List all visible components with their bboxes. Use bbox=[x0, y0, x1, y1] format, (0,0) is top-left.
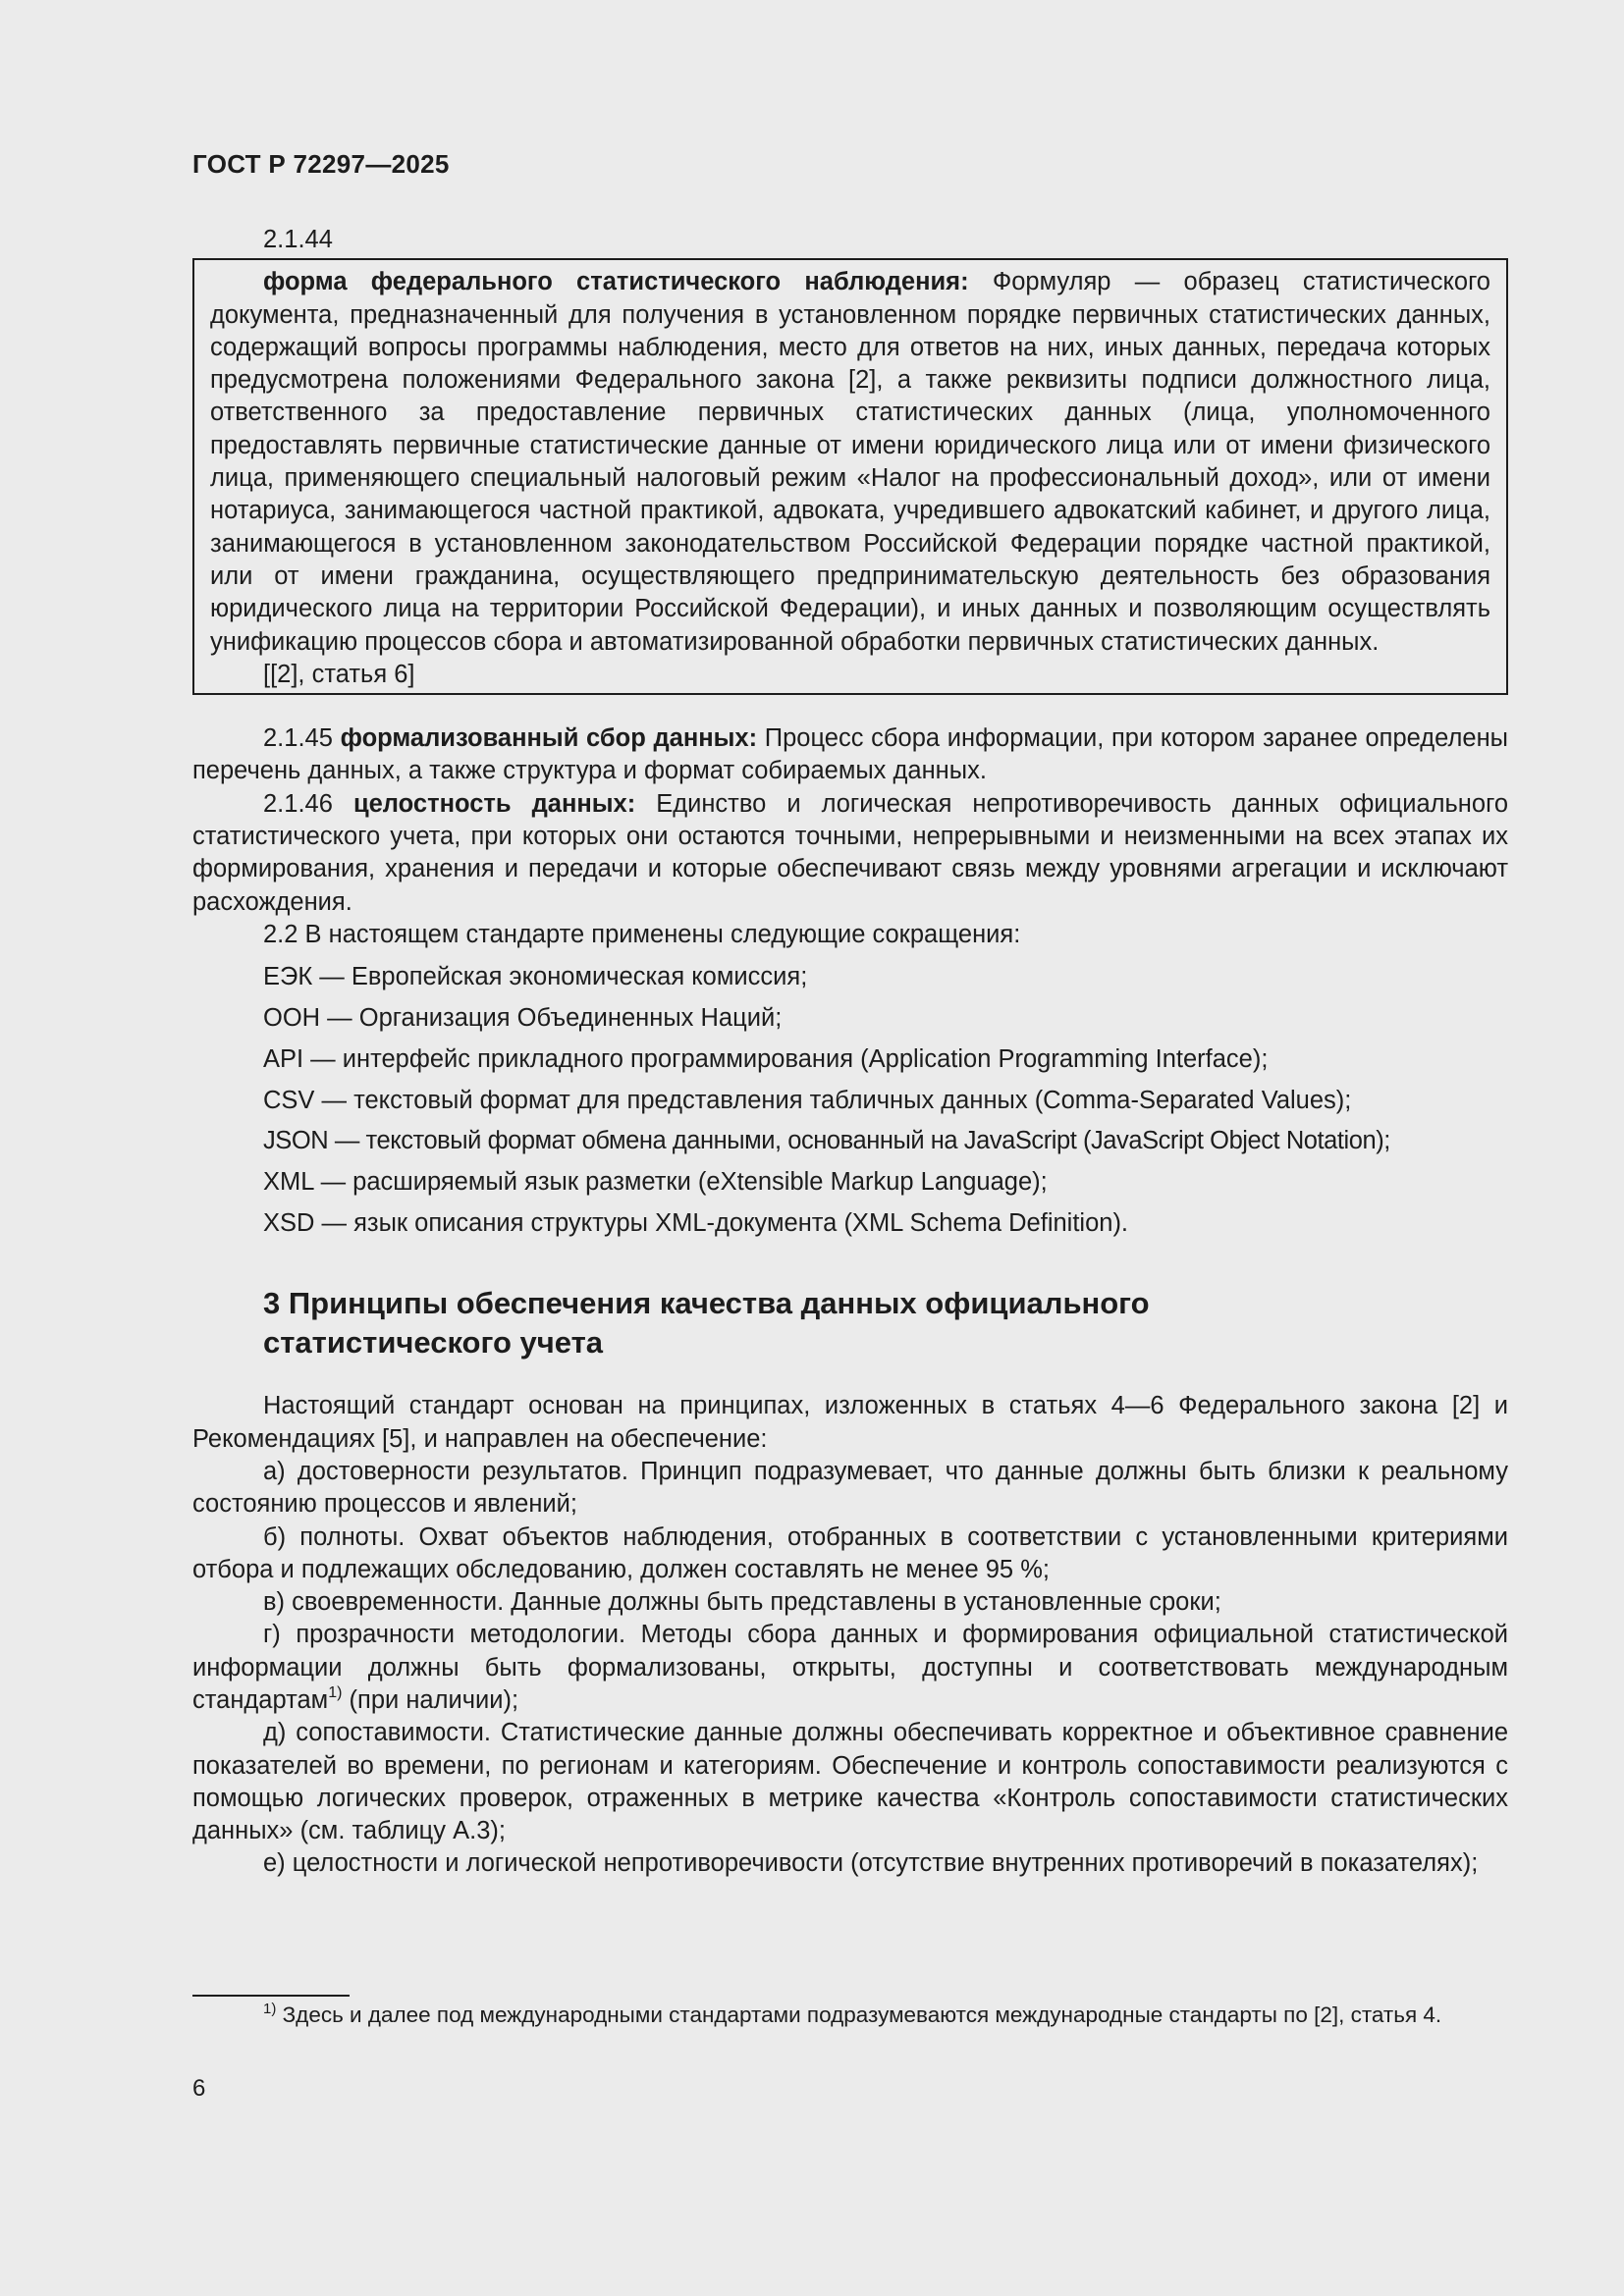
term-definition-box bbox=[192, 258, 1508, 695]
page-number: 6 bbox=[192, 2075, 206, 2102]
principle-item-g-tail: (при наличии); bbox=[342, 1685, 519, 1714]
principle-item-g-text: г) прозрачности методологии. Методы сбора данных и формирования официальной статистической информации должны быть формализованы, открыты, доступны и соответствовать международным стандартам bbox=[192, 1621, 1508, 1714]
footnote-mark: 1) bbox=[263, 2001, 277, 2017]
abbreviation-item: ЕЭК — Европейская экономическая комиссия; bbox=[263, 963, 808, 991]
term-2-1-45-term: формализованный сбор данных: bbox=[340, 724, 758, 753]
principle-item: а) достоверности результатов. Принцип подразумевает, что данные должны быть близки к реальному состоянию процессов и явлений; bbox=[192, 1457, 1508, 1519]
abbreviation-item: CSV — текстовый формат для представления табличных данных (Comma-Separated Values); bbox=[263, 1086, 1352, 1114]
page-content bbox=[192, 224, 1508, 1881]
document-header: ГОСТ Р 72297—2025 bbox=[192, 149, 450, 179]
section-3-title-line-2: статистического учета bbox=[263, 1325, 604, 1361]
principle-item: е) целостности и логической непротиворечивости (отсутствие внутренних противоречий в показателях); bbox=[263, 1849, 1479, 1878]
term-2-1-45-definition: Процесс сбора информации, при котором заранее определены перечень данных, а также структура и формат собираемых данных. bbox=[192, 724, 1508, 785]
term-2-1-44-definition: Формуляр — образец статистического документа, предназначенный для получения в установленном порядке первичных статистических данных, содержащий вопросы программы наблюдения, место для ответов на них, иных данных, передача которых предусмотрена положениями Федерального закона [2], а также реквизиты подписи должностного лица, ответственного за предоставление первичных статистических данных (лица, уполномоченного предоставлять первичные статистические данные от имени юридического лица или от имени физического лица, применяющего специальный налоговый режим «Налог на профессиональный доход», или от имени нотариуса, занимающегося частной практикой, адвоката, учредившего адвокатский кабинет, и другого лица, занимающегося в установленном законодательством Российской Федерации порядке частной практикой, или от имени гражданина, осуществляющего предпринимательскую деятельность без образования юридического лица на территории Российской Федерации), и иных данных и позволяющим осуществлять унификацию процессов сбора и автоматизированной обработки первичных статистических данных. bbox=[210, 268, 1490, 656]
abbreviations-intro: 2.2 В настоящем стандарте применены следующие сокращения: bbox=[263, 920, 1021, 948]
abbreviation-item: API — интерфейс прикладного программирования (Application Programming Interface); bbox=[263, 1044, 1269, 1073]
principle-item-g bbox=[192, 1619, 1508, 1717]
term-2-1-46-paragraph bbox=[192, 788, 1508, 919]
section-3-heading bbox=[263, 1284, 1508, 1362]
principle-item: д) сопоставимости. Статистические данные должны обеспечивать корректное и объективное сравнение показателей во времени, по регионам и категориям. Обеспечение и контроль сопоставимости реализуются с помощью логических проверок, отраженных в метрике качества «Контроль сопоставимости статистических данных» (см. таблицу А.3); bbox=[192, 1719, 1508, 1845]
term-2-1-46-number: 2.1.46 bbox=[263, 789, 333, 818]
term-2-1-44-paragraph bbox=[210, 266, 1490, 659]
term-2-1-44-source: [[2], статья 6] bbox=[263, 660, 415, 688]
principle-item: в) своевременности. Данные должны быть представлены в установленные сроки; bbox=[263, 1588, 1221, 1617]
footnote-reference[interactable]: 1) bbox=[328, 1683, 343, 1701]
footnote-text: Здесь и далее под международными стандартами подразумеваются международные стандарты по [2], статья 4. bbox=[276, 2002, 1442, 2027]
section-3-intro: Настоящий стандарт основан на принципах, изложенных в статьях 4—6 Федерального закона [2] и Рекомендациях [5], и направлен на обеспечение: bbox=[192, 1392, 1508, 1453]
term-2-1-46-term: целостность данных: bbox=[352, 789, 636, 818]
principle-item: б) полноты. Охват объектов наблюдения, отобранных в соответствии с установленными критериями отбора и подлежащих обследованию, должен составлять не менее 95 %; bbox=[192, 1522, 1508, 1583]
term-number-2-1-44: 2.1.44 bbox=[263, 226, 333, 253]
footnote bbox=[192, 2001, 1508, 2030]
abbreviation-item: XML — расширяемый язык разметки (eXtensible Markup Language); bbox=[263, 1168, 1048, 1197]
footnote-divider bbox=[192, 1995, 350, 1997]
term-2-1-46-definition: Единство и логическая непротиворечивость данных официального статистического учета, при которых они остаются точными, непрерывными и неизменными на всех этапах их формирования, хранения и передачи и которые обеспечивают связь между уровнями агрегации и исключают расхождения. bbox=[192, 789, 1508, 916]
abbreviation-item: JSON — текстовый формат обмена данными, основанный на JavaScript (JavaScript Object Notation); bbox=[263, 1127, 1390, 1155]
section-3-title-line-1: 3 Принципы обеспечения качества данных официального bbox=[263, 1286, 1150, 1321]
abbreviation-item: ООН — Организация Объединенных Наций; bbox=[263, 1004, 783, 1033]
term-2-1-45-paragraph bbox=[192, 722, 1508, 788]
term-2-1-45-number: 2.1.45 bbox=[263, 724, 333, 753]
term-2-1-44-term: форма федерального статистического наблюдения: bbox=[263, 268, 969, 296]
abbreviation-item: XSD — язык описания структуры XML-документа (XML Schema Definition). bbox=[263, 1209, 1129, 1238]
